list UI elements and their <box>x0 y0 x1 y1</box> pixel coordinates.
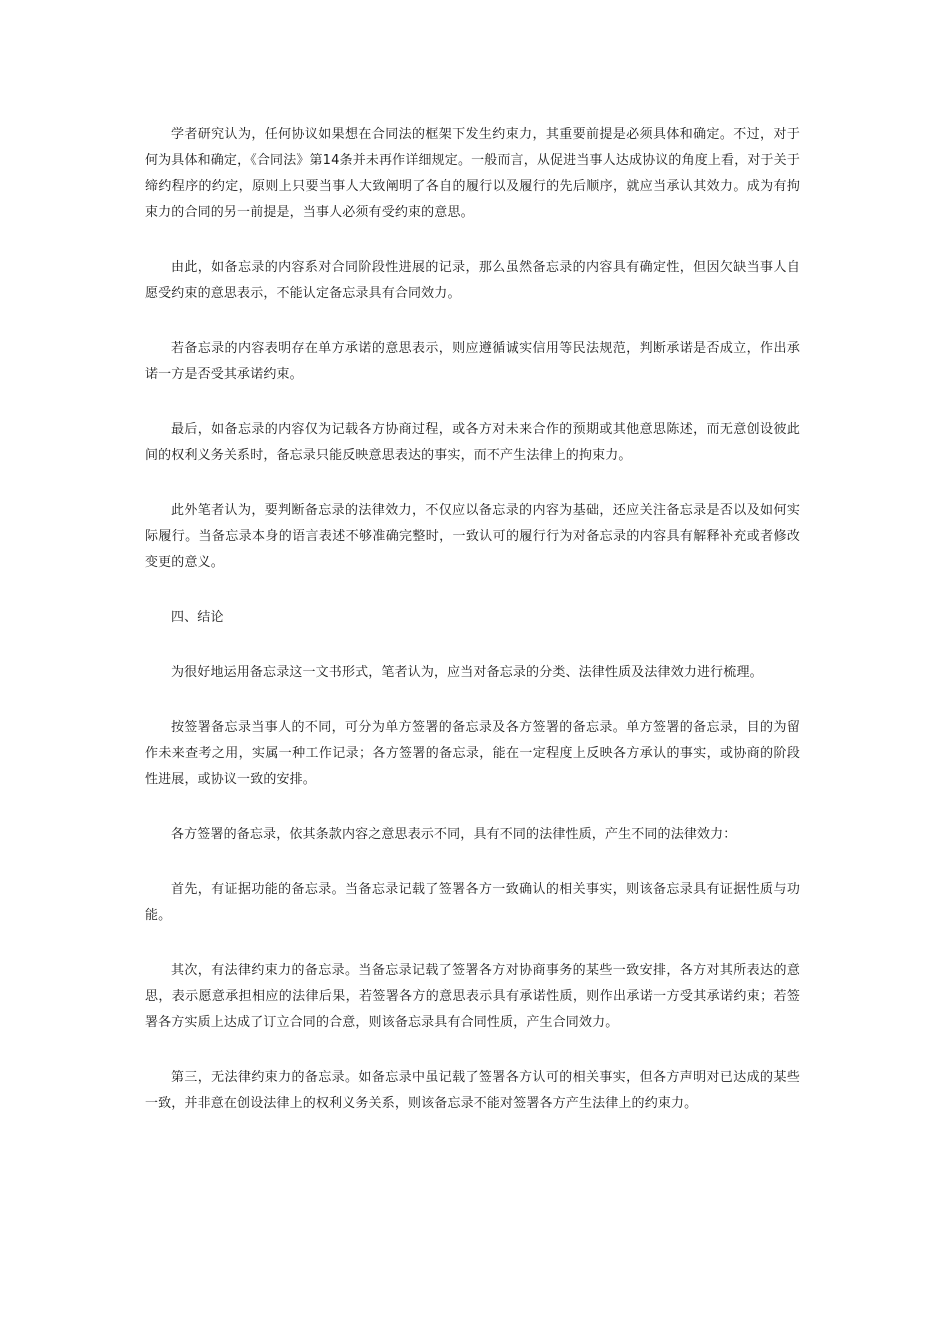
paragraph-binding-memo: 其次，有法律约束力的备忘录。当备忘录记载了签署各方对协商事务的某些一致安排，各方对其所表达的意思，表示愿意承担相应的法律后果，若签署各方的意思表示具有承诺性质，则作出承诺一方受其承诺约束；若签署各方实质上达成了订立合同的合意，则该备忘录具有合同性质，产生合同效力。 <box>145 963 800 1030</box>
paragraph-conclusion-intro: 为很好地运用备忘录这一文书形式，笔者认为，应当对备忘录的分类、法律性质及法律效力进行梳理。 <box>171 665 763 680</box>
paragraph-legal-nature: 各方签署的备忘录，依其条款内容之意思表示不同，具有不同的法律性质，产生不同的法律效力： <box>171 827 737 842</box>
document-body <box>145 122 800 1146</box>
paragraph-non-binding-memo: 第三，无法律约束力的备忘录。如备忘录中虽记载了签署各方认可的相关事实，但各方声明对已达成的某些一致，并非意在创设法律上的权利义务关系，则该备忘录不能对签署各方产生法律上的约束力。 <box>145 1070 800 1111</box>
paragraph-evidence-function: 首先，有证据功能的备忘录。当备忘录记载了签署各方一致确认的相关事实，则该备忘录具有证据性质与功能。 <box>145 882 800 923</box>
paragraph-definiteness: 学者研究认为，任何协议如果想在合同法的框架下发生约束力，其重要前提是必须具体和确定。不过，对于何为具体和确定，《合同法》第14条并未再作详细规定。一般而言，从促进当事人达成协议的角度上看，对于关于缔约程序的约定，原则上只要当事人大致阐明了各自的履行以及履行的先后顺序，就应当承认其效力。成为有拘束力的合同的另一前提是，当事人必须有受约束的意思。 <box>145 127 800 220</box>
paragraph-actual-performance: 此外笔者认为，要判断备忘录的法律效力，不仅应以备忘录的内容为基础，还应关注备忘录是否以及如何实际履行。当备忘录本身的语言表述不够准确完整时，一致认可的履行行为对备忘录的内容具有解释补充或者修改变更的意义。 <box>145 503 800 570</box>
paragraph-unilateral-promise: 若备忘录的内容表明存在单方承诺的意思表示，则应遵循诚实信用等民法规范，判断承诺是否成立，作出承诺一方是否受其承诺约束。 <box>145 341 800 382</box>
paragraph-progress-record: 由此，如备忘录的内容系对合同阶段性进展的记录，那么虽然备忘录的内容具有确定性，但因欠缺当事人自愿受约束的意思表示，不能认定备忘录具有合同效力。 <box>145 260 800 301</box>
paragraph-signatory-types: 按签署备忘录当事人的不同，可分为单方签署的备忘录及各方签署的备忘录。单方签署的备忘录，目的为留作未来查考之用，实属一种工作记录；各方签署的备忘录，能在一定程度上反映各方承认的事实，或协商的阶段性进展，或协议一致的安排。 <box>145 720 800 787</box>
section-heading-conclusion: 四、结论 <box>171 610 224 625</box>
paragraph-negotiation-record: 最后，如备忘录的内容仅为记载各方协商过程，或各方对未来合作的预期或其他意思陈述，而无意创设彼此间的权利义务关系时，备忘录只能反映意思表达的事实，而不产生法律上的拘束力。 <box>145 422 800 463</box>
